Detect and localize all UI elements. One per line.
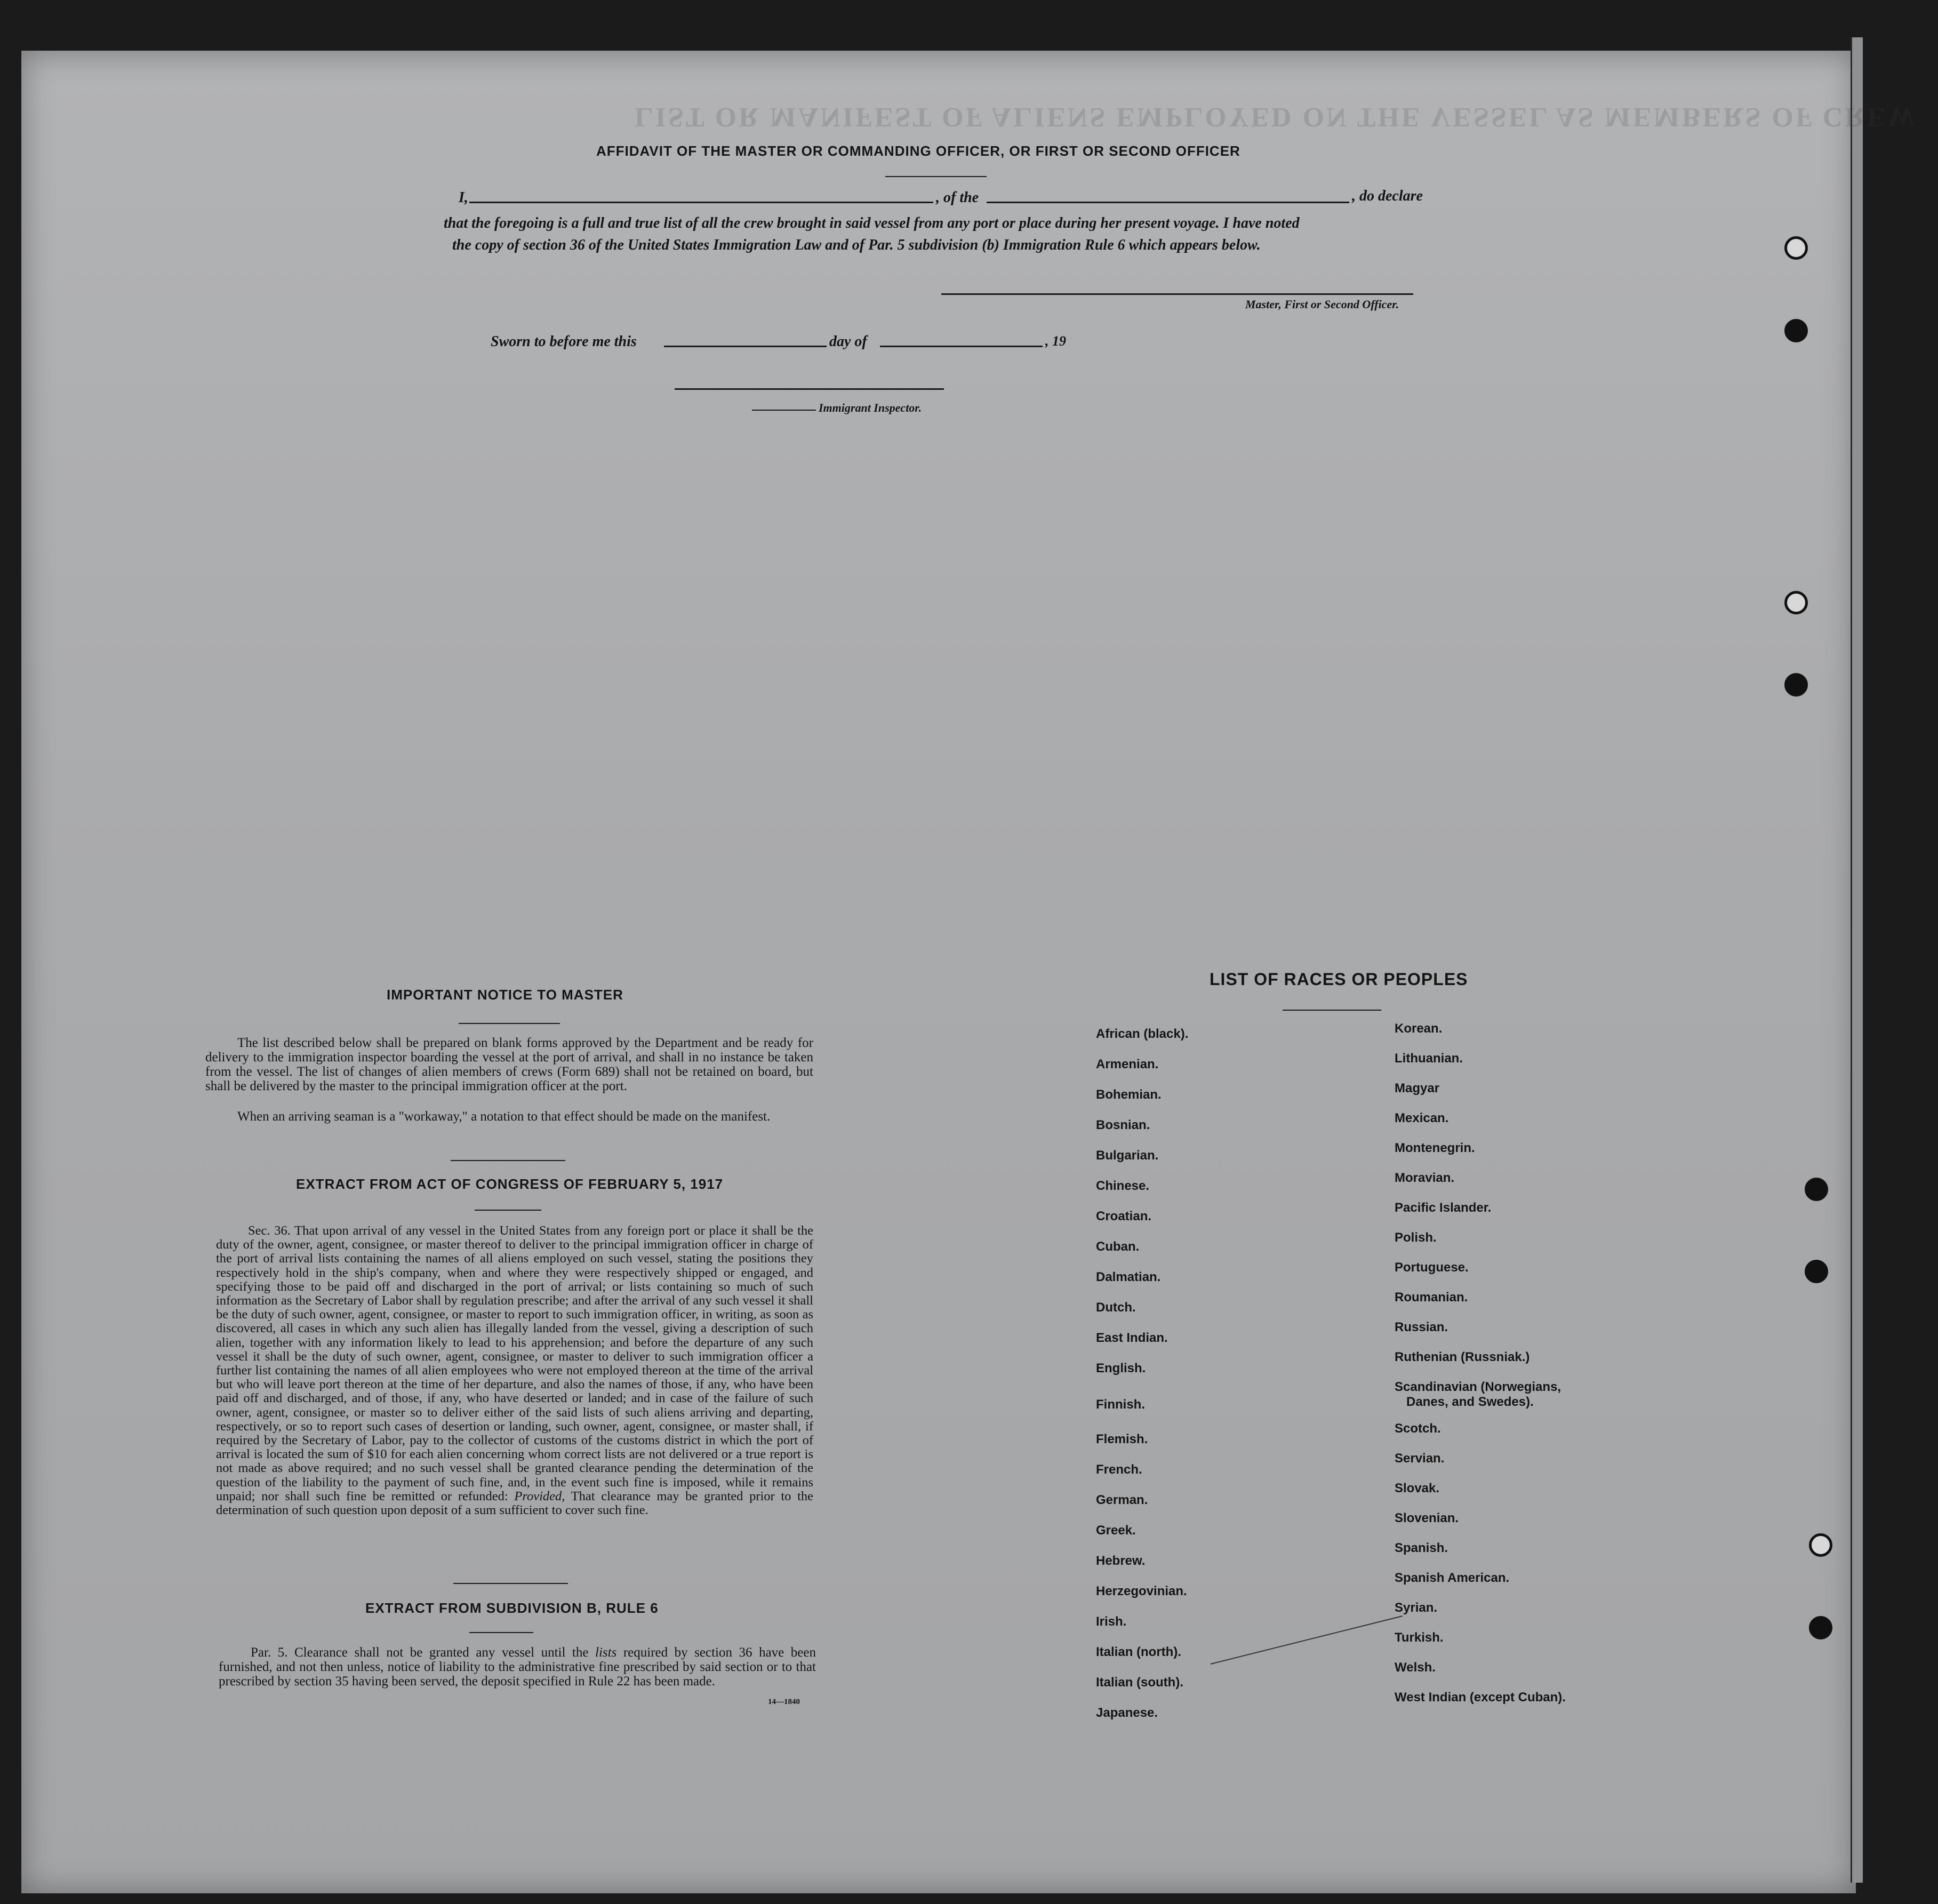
race-item: Korean. (1395, 1021, 1443, 1036)
race-item: West Indian (except Cuban). (1395, 1690, 1566, 1705)
affidavit-line2: that the foregoing is a full and true list of all the crew brought in said vessel from any port or place during her present voyage. I have noted (444, 215, 1300, 231)
race-item: English. (1096, 1361, 1146, 1375)
race-item: Scotch. (1395, 1421, 1441, 1436)
notice-para-1: The list described below shall be prepared on blank forms approved by the Department and be ready for delivery to the immigration inspector boarding the vessel at the port of arrival, and shall in no instance be taken from the vessel. The list of changes of alien members of crews (Form 689) shall not be retained on board, but shall be delivered by the master to the principal immigration officer at the port. (205, 1036, 813, 1093)
affidavit-line3: the copy of section 36 of the United States Immigration Law and of Par. 5 subdivision (b) Immigration Rule 6 which appears below. (452, 237, 1261, 253)
section-label: Sec. 36. (248, 1223, 291, 1238)
binder-hole-icon (1805, 1178, 1828, 1201)
race-item: Bosnian. (1096, 1118, 1150, 1132)
races-title: LIST OF RACES OR PEOPLES (1210, 970, 1468, 989)
race-item: Slovenian. (1395, 1511, 1459, 1525)
race-item: Ruthenian (Russniak.) (1395, 1350, 1530, 1364)
pencil-mark (1205, 1611, 1408, 1669)
race-item: Portuguese. (1395, 1260, 1469, 1275)
race-item: Spanish American. (1395, 1571, 1510, 1585)
divider (752, 410, 816, 411)
race-item: French. (1096, 1462, 1142, 1477)
race-item: German. (1096, 1493, 1148, 1507)
race-item: Bulgarian. (1096, 1148, 1159, 1163)
race-item: African (black). (1096, 1027, 1189, 1041)
divider (1283, 1010, 1381, 1011)
binder-hole-icon (1784, 591, 1808, 614)
race-item: Greek. (1096, 1523, 1136, 1538)
race-item: Syrian. (1395, 1601, 1438, 1615)
rule-text-1: Par. 5. Clearance shall not be granted any vessel until the (251, 1645, 589, 1660)
race-item: Bohemian. (1096, 1087, 1162, 1102)
name-blank (469, 202, 933, 203)
divider (453, 1583, 568, 1584)
affidavit-title: AFFIDAVIT OF THE MASTER OR COMMANDING OFFICER, OR FIRST OR SECOND OFFICER (596, 143, 1240, 159)
divider (451, 1160, 565, 1161)
binder-hole-icon (1784, 319, 1808, 342)
divider (469, 1632, 533, 1633)
race-item: Montenegrin. (1395, 1141, 1475, 1155)
proviso-label: Provided, (514, 1489, 565, 1503)
race-item-continuation: Danes, and Swedes). (1406, 1395, 1534, 1409)
signature-label: Master, First or Second Officer. (1245, 298, 1399, 311)
form-number: 14—1840 (768, 1698, 800, 1706)
inspector-label: Immigrant Inspector. (819, 401, 922, 414)
affidavit-line1-mid: , of the (936, 189, 979, 206)
binder-hole-icon (1784, 236, 1808, 260)
extract-rule-title: EXTRACT FROM SUBDIVISION B, RULE 6 (365, 1600, 659, 1616)
sworn-mid: day of (829, 333, 867, 350)
month-blank (880, 346, 1043, 347)
race-item: Flemish. (1096, 1432, 1148, 1446)
race-item: Slovak. (1395, 1481, 1440, 1495)
race-item: Armenian. (1096, 1057, 1159, 1071)
sworn-year: , 19 (1045, 333, 1066, 349)
page-edge (1851, 37, 1863, 1883)
race-item: Mexican. (1395, 1111, 1449, 1125)
divider (885, 176, 987, 177)
race-item: Herzegovinian. (1096, 1584, 1187, 1598)
bleed-through-title: LIST OR MANIFEST OF ALIENS EMPLOYED ON THE VESSEL AS MEMBERS OF CREW (635, 102, 1918, 132)
race-item: Finnish. (1096, 1397, 1145, 1412)
sworn-prefix: Sworn to before me this (491, 333, 637, 350)
race-item: Dutch. (1096, 1300, 1136, 1315)
race-item: Roumanian. (1395, 1290, 1468, 1305)
race-item: Pacific Islander. (1395, 1201, 1492, 1215)
binder-hole-icon (1809, 1616, 1832, 1639)
race-item: East Indian. (1096, 1331, 1168, 1345)
rule-text-2: required by section 36 have been furnished, and not then unless, notice of liability to the administrative fine prescribed by said section or to that prescribed by section 35 having been served, the deposit specified in Rule 22 has been made. (219, 1645, 816, 1689)
race-item: Welsh. (1395, 1660, 1436, 1675)
race-item: Japanese. (1096, 1706, 1158, 1720)
notice-title: IMPORTANT NOTICE TO MASTER (387, 987, 623, 1003)
race-item: Turkish. (1395, 1630, 1444, 1645)
race-item: Italian (south). (1096, 1675, 1183, 1690)
race-item: Servian. (1395, 1451, 1445, 1466)
race-item: Irish. (1096, 1614, 1127, 1629)
affidavit-line1-suffix: , do declare (1352, 188, 1423, 204)
extract-rule-body (219, 1645, 816, 1689)
binder-hole-icon (1805, 1260, 1828, 1283)
race-item: Hebrew. (1096, 1554, 1146, 1568)
rule-italic-lists: lists (595, 1645, 617, 1660)
race-item: Italian (north). (1096, 1645, 1181, 1659)
inspector-line (675, 388, 944, 390)
binder-hole-icon (1809, 1533, 1832, 1557)
race-item: Chinese. (1096, 1179, 1150, 1193)
divider (459, 1023, 560, 1024)
extract-act-title: EXTRACT FROM ACT OF CONGRESS OF FEBRUARY 5, 1917 (296, 1176, 724, 1192)
signature-line (941, 293, 1413, 295)
section-text: That upon arrival of any vessel in the United States from any foreign port or place it shall be the duty of the owner, agent, consignee, or master thereof to deliver to the principal immigration officer in charge of the port of arrival lists containing the names of all aliens employed on such vessel, stating the positions they respectively hold in the ship's company, when and where they were respectively shipped or engaged, and specifying those to be paid off and discharged in the port of arrival; or lists containing so much of such information as the Secretary of Labor shall by regulation prescribe; and after the arrival of any such vessel it shall be the duty of such owner, agent, consignee, or master to report to such immigration officer, in writing, as soon as discovered, all cases in which any such alien has illegally landed from the vessel, giving a description of such alien, together with any information likely to lead to his apprehension; and before the departure of any such vessel it shall be the duty of such owner, agent, consignee, or master to deliver to such immigration officer a further list containing the names of all alien employees who were not employed thereon at the time of the arrival but who will leave port thereon at the time of her departure, and also the names of those, if any, who have been paid off and discharged, and of those, if any, who have deserted or landed; and in case of the failure of such owner, agent, consignee, or master so to deliver either of the said lists of such aliens arriving and departing, respectively, or so to report such cases of desertion or landing, such owner, agent, consignee, or master shall, if required by the Secretary of Labor, pay to the collector of customs of the customs district in which the port of arrival is located the sum of $10 for each alien concerning whom correct lists are not delivered or a true report is not made as above required; and no such vessel shall be granted clearance pending the determination of the question of the liability to the payment of such fine, and, in the event such fine is imposed, while it remains unpaid; nor shall such fine be remitted or refunded: (216, 1223, 813, 1503)
race-item: Cuban. (1096, 1239, 1140, 1254)
binder-hole-icon (1784, 673, 1808, 697)
race-item: Spanish. (1395, 1541, 1448, 1555)
proviso-text: That clearance may be granted prior to the determination of such question upon deposit of a sum sufficient to cover such fine. (216, 1489, 814, 1518)
race-item: Russian. (1395, 1320, 1448, 1334)
race-item: Lithuanian. (1395, 1051, 1463, 1066)
race-item: Croatian. (1096, 1209, 1152, 1223)
vessel-blank (987, 202, 1349, 203)
extract-act-body (216, 1224, 813, 1517)
race-item: Magyar (1395, 1081, 1440, 1095)
notice-para-2: When an arriving seaman is a "workaway," a notation to that effect should be made on the manifest. (237, 1109, 771, 1124)
affidavit-line1-prefix: I, (459, 189, 468, 206)
day-blank (664, 346, 827, 347)
race-item: Polish. (1395, 1230, 1437, 1245)
document-sheet (21, 51, 1856, 1893)
divider (475, 1210, 541, 1211)
race-item: Scandinavian (Norwegians, (1395, 1380, 1561, 1394)
race-item: Moravian. (1395, 1171, 1455, 1185)
race-item: Dalmatian. (1096, 1270, 1161, 1284)
